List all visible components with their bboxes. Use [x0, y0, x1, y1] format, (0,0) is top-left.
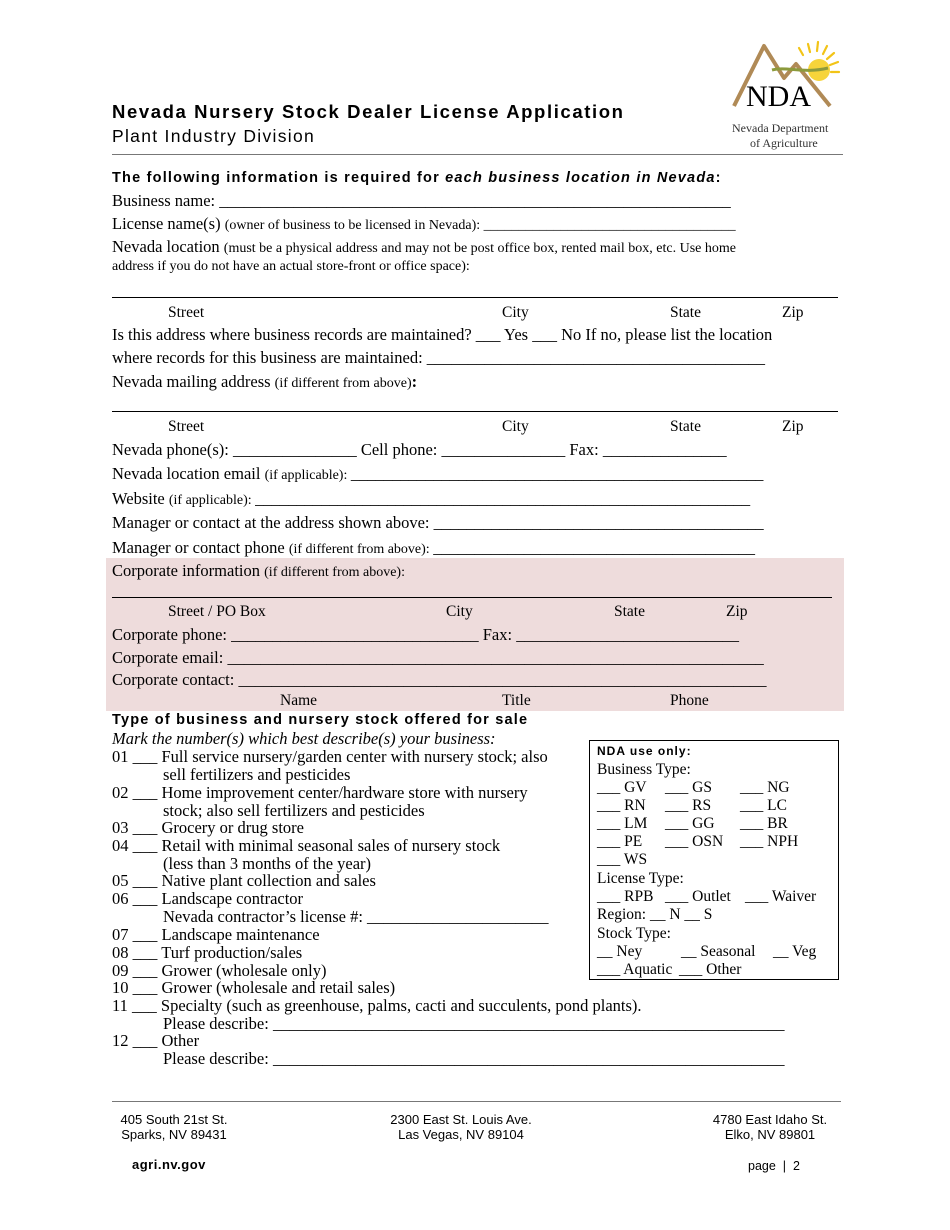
manager-phone-note: (if different from above): [288, 542, 434, 557]
nda-st-ney[interactable]: __ Ney [597, 943, 643, 960]
nda-logo [726, 38, 846, 154]
location-heading-italic: each business location in Nevada [445, 170, 716, 186]
mailing-address-line[interactable] [112, 411, 838, 412]
business-type-instruction: Mark the number(s) which best describe(s) your business: [112, 729, 496, 748]
business-item-04[interactable]: 04 ___ Retail with minimal seasonal sales of nursery stock [112, 836, 501, 855]
corporate-phone-field[interactable]: Corporate phone: ______________________________ Fax: ___________________________ [112, 625, 739, 644]
corp-street-label: Street / PO Box [168, 603, 266, 620]
mailing-label-colon: : [411, 372, 418, 391]
nda-st-other[interactable]: ___ Other [679, 961, 742, 978]
sparks-city: Sparks, NV 89431 [121, 1127, 227, 1142]
corporate-info-label [112, 561, 405, 581]
mailing-address-label [112, 372, 417, 392]
email-label: Nevada location email [112, 464, 265, 483]
license-name-note: (owner of business to be licensed in Nevada): ____________________________________ [224, 218, 736, 233]
mailing-label-text: Nevada mailing address [112, 372, 275, 391]
footer-address-elko [700, 1112, 840, 1142]
nda-bt-nph[interactable]: ___ NPH [740, 833, 799, 850]
logo-line2: of Agriculture [750, 136, 818, 150]
business-item-04-cont: (less than 3 months of the year) [163, 854, 372, 873]
header-divider [112, 154, 843, 155]
vegas-city: Las Vegas, NV 89104 [398, 1127, 524, 1142]
mail-city-label: City [502, 418, 529, 435]
contact-phone-label: Phone [670, 692, 709, 709]
form-title: Nevada Nursery Stock Dealer License Application [112, 101, 625, 122]
license-name-label: License name(s) [112, 214, 225, 233]
nda-bt-gg[interactable]: ___ GG [665, 815, 715, 832]
nv-location-label [112, 237, 736, 257]
corporate-label-note: (if different from above): [264, 565, 405, 580]
nda-st-aquatic[interactable]: ___ Aquatic [597, 961, 673, 978]
sparks-street: 405 South 21st St. [120, 1112, 228, 1127]
nda-bt-rs[interactable]: ___ RS [665, 797, 712, 814]
page-number: page | 2 [748, 1159, 800, 1173]
nda-bt-lc[interactable]: ___ LC [740, 797, 787, 814]
nda-lt-outlet[interactable]: ___ Outlet [665, 888, 731, 905]
email-note: (if applicable): [264, 468, 351, 483]
website-line: ____________________________________________________________ [255, 489, 751, 508]
other-describe-field[interactable]: Please describe: ______________________________________________________________ [163, 1049, 785, 1068]
nda-bt-gv[interactable]: ___ GV [597, 779, 647, 796]
website-note: (if applicable): [168, 493, 256, 508]
addr-zip-label: Zip [782, 304, 804, 321]
website-field[interactable] [112, 489, 750, 509]
form-subtitle: Plant Industry Division [112, 126, 316, 146]
specialty-describe-field[interactable]: Please describe: ______________________________________________________________ [163, 1014, 785, 1033]
nv-location-note-1: (must be a physical address and may not be post office box, rented mail box, etc. Use home [223, 241, 736, 256]
nda-bt-rn[interactable]: ___ RN [597, 797, 646, 814]
nda-st-seasonal[interactable]: __ Seasonal [681, 943, 756, 960]
business-item-09[interactable]: 09 ___ Grower (wholesale only) [112, 961, 327, 980]
records-location-field[interactable]: where records for this business are maintained: _________________________________________ [112, 348, 766, 367]
nv-location-note-2: address if you do not have an actual store-front or office space): [112, 259, 470, 274]
business-item-07[interactable]: 07 ___ Landscape maintenance [112, 925, 320, 944]
corp-state-label: State [614, 603, 645, 620]
nda-region[interactable]: Region: __ N __ S [597, 906, 713, 923]
elko-street: 4780 East Idaho St. [712, 1112, 828, 1127]
nda-business-type-label: Business Type: [597, 761, 691, 778]
nda-lt-rpb[interactable]: ___ RPB [597, 888, 654, 905]
phones-field[interactable]: Nevada phone(s): _______________ Cell phone: _______________ Fax: _______________ [112, 440, 727, 459]
business-name-field[interactable]: Business name: ______________________________________________________________ [112, 191, 731, 210]
location-heading-text: The following information is required for [112, 170, 446, 186]
business-item-06[interactable]: 06 ___ Landscape contractor [112, 889, 304, 908]
footer-address-vegas [371, 1112, 551, 1142]
mail-zip-label: Zip [782, 418, 804, 435]
mailing-label-note: (if different from above) [274, 376, 412, 391]
corporate-contact-field[interactable]: Corporate contact: ________________________________________________________________ [112, 670, 767, 689]
nda-bt-ws[interactable]: ___ WS [597, 851, 648, 868]
manager-phone-line: _______________________________________ [433, 538, 755, 557]
nda-bt-pe[interactable]: ___ PE [597, 833, 643, 850]
contractor-license-field[interactable]: Nevada contractor’s license #: ______________________ [163, 907, 549, 926]
corporate-address-line[interactable] [112, 597, 832, 598]
corp-zip-label: Zip [726, 603, 748, 620]
nda-bt-osn[interactable]: ___ OSN [665, 833, 724, 850]
logo-text: NDA [746, 80, 811, 113]
business-item-05[interactable]: 05 ___ Native plant collection and sales [112, 871, 376, 890]
business-item-03[interactable]: 03 ___ Grocery or drug store [112, 818, 304, 837]
email-field[interactable] [112, 464, 763, 484]
license-name-field[interactable] [112, 214, 736, 234]
nda-bt-br[interactable]: ___ BR [740, 815, 788, 832]
contact-title-label: Title [502, 692, 531, 709]
nv-location-label-text: Nevada location [112, 237, 224, 256]
contact-name-label: Name [280, 692, 318, 709]
business-item-02[interactable]: 02 ___ Home improvement center/hardware store with nursery [112, 783, 528, 802]
addr-state-label: State [670, 304, 701, 321]
nda-license-type-label: License Type: [597, 870, 684, 887]
business-item-11[interactable]: 11 ___ Specialty (such as greenhouse, palms, cacti and succulents, pond plants). [112, 996, 642, 1015]
addr-street-label: Street [168, 304, 205, 321]
nda-bt-lm[interactable]: ___ LM [597, 815, 648, 832]
logo-line1: Nevada Department [732, 121, 829, 135]
elko-city: Elko, NV 89801 [724, 1127, 816, 1142]
business-item-01[interactable]: 01 ___ Full service nursery/garden center with nursery stock; also [112, 747, 548, 766]
business-item-12[interactable]: 12 ___ Other [112, 1031, 200, 1050]
website-label: Website [112, 489, 169, 508]
nda-bt-ng[interactable]: ___ NG [740, 779, 790, 796]
business-item-10[interactable]: 10 ___ Grower (wholesale and retail sales) [112, 978, 396, 997]
business-item-02-cont: stock; also sell fertilizers and pesticides [163, 801, 425, 820]
manager-phone-label: Manager or contact phone [112, 538, 289, 557]
nda-bt-gs[interactable]: ___ GS [665, 779, 712, 796]
business-item-08[interactable]: 08 ___ Turf production/sales [112, 943, 303, 962]
nv-location-line[interactable] [112, 297, 838, 298]
mail-state-label: State [670, 418, 701, 435]
manager-phone-field[interactable] [112, 538, 755, 558]
corporate-email-field[interactable]: Corporate email: _________________________________________________________________ [112, 648, 764, 667]
records-question[interactable]: Is this address where business records are maintained? ___ Yes ___ No If no, please list the location [112, 325, 773, 344]
business-item-01-cont: sell fertilizers and pesticides [163, 765, 351, 784]
footer-divider [112, 1101, 841, 1102]
corporate-label-text: Corporate information [112, 561, 265, 580]
footer-website-link[interactable]: agri.nv.gov [132, 1157, 206, 1172]
vegas-street: 2300 East St. Louis Ave. [390, 1112, 532, 1127]
business-type-heading: Type of business and nursery stock offered for sale [112, 712, 529, 728]
corp-city-label: City [446, 603, 473, 620]
addr-city-label: City [502, 304, 529, 321]
manager-field[interactable]: Manager or contact at the address shown above: ________________________________________ [112, 513, 764, 532]
nda-box-title: NDA use only: [597, 744, 692, 758]
nda-stock-type-label: Stock Type: [597, 925, 671, 942]
footer-address-sparks [104, 1112, 244, 1142]
nda-lt-waiver[interactable]: ___ Waiver [745, 888, 817, 905]
mail-street-label: Street [168, 418, 205, 435]
location-heading-colon: : [715, 170, 722, 186]
email-line: __________________________________________________ [350, 464, 764, 483]
nda-st-veg[interactable]: __ Veg [773, 943, 817, 960]
location-heading [112, 170, 722, 186]
